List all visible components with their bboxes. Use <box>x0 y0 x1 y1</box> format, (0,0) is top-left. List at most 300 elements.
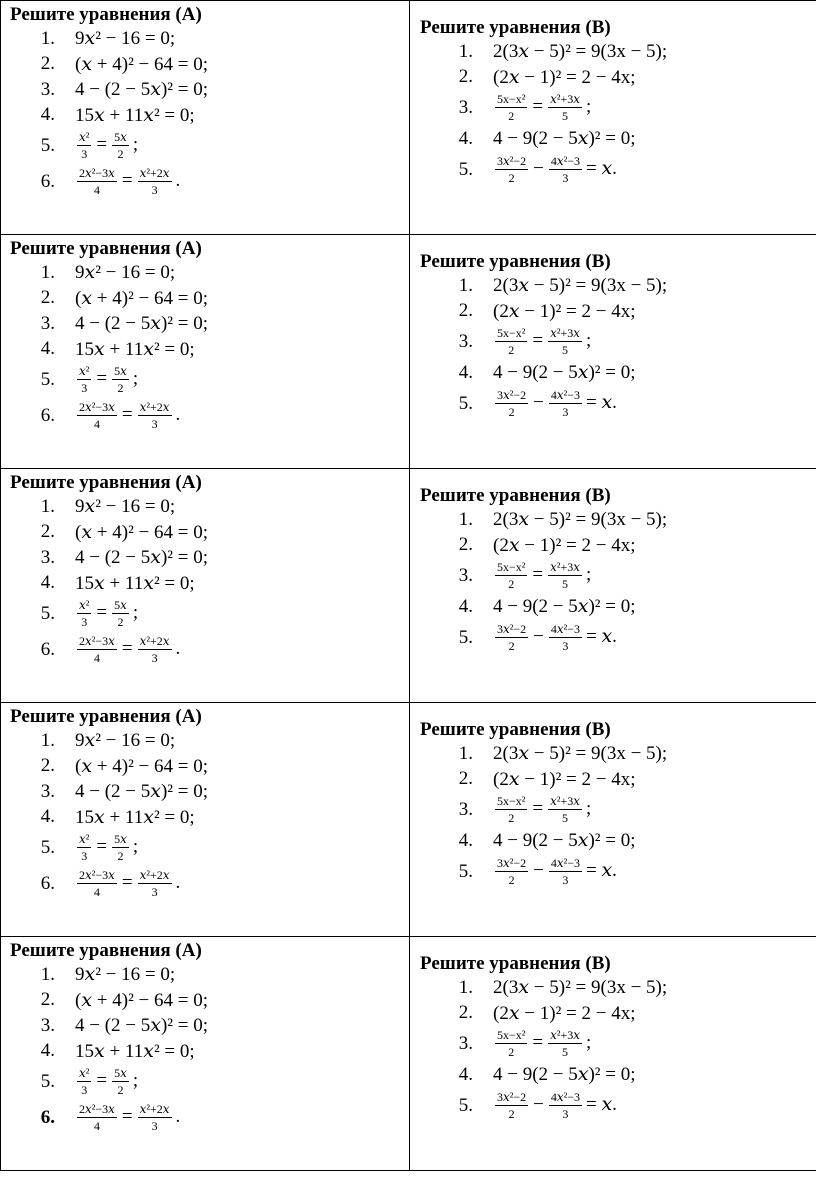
operator: = <box>532 1032 544 1054</box>
denominator: 3 <box>151 1119 158 1133</box>
equation-item <box>1 311 409 337</box>
fraction-equation <box>75 131 138 161</box>
numerator: 𝑥²+3𝑥 <box>550 794 580 808</box>
numerator: 5x−x² <box>497 1028 526 1042</box>
equation-item <box>420 620 816 656</box>
equation-number: 2. <box>40 53 55 75</box>
variant-b-heading: Решите уравнения (В) <box>420 251 611 272</box>
equation-number: 2. <box>458 1002 473 1024</box>
fraction-equation <box>493 93 591 123</box>
operator: − <box>533 1093 544 1115</box>
numerator: 3𝑥²−2 <box>497 621 527 636</box>
equation-list <box>410 39 816 188</box>
equation-text: 4 − 9(2 − 5𝑥)² = 0; <box>493 596 636 618</box>
left-fraction <box>495 389 528 419</box>
numerator: 5x−x² <box>497 560 526 574</box>
left-fraction <box>495 327 527 357</box>
right-fraction <box>549 155 582 185</box>
equation-item <box>1 26 409 52</box>
equation-number: 6. <box>40 873 55 894</box>
equation-item <box>1 866 409 902</box>
equation-item <box>1 494 409 520</box>
denominator: 2 <box>117 615 124 629</box>
equation-item <box>1 754 409 780</box>
fraction-equation <box>75 365 138 395</box>
equation-number: 5. <box>458 392 473 414</box>
operator: = <box>121 638 133 660</box>
right-fraction <box>548 795 582 825</box>
equation-number: 4. <box>40 1040 55 1062</box>
equation-text: 9𝑥² − 16 = 0; <box>75 496 176 518</box>
equation-number: 6. <box>40 639 55 660</box>
numerator: 5𝑥 <box>114 598 127 612</box>
operator: − <box>533 157 544 179</box>
equation-text: 2(3𝑥 − 5)² = 9(3x − 5); <box>493 977 668 999</box>
equation-number: 2. <box>458 300 473 322</box>
equation-number: 2. <box>458 66 473 88</box>
equation-tail: = 𝑥. <box>586 157 617 179</box>
equation-text: 2(3𝑥 − 5)² = 9(3x − 5); <box>493 41 668 63</box>
numerator: 𝑥²+3𝑥 <box>550 560 580 574</box>
right-fraction <box>138 1103 172 1133</box>
worksheet-row <box>1 937 816 1171</box>
equation-item <box>1 632 409 668</box>
equation-item <box>1 1039 409 1065</box>
equation-text: 4 − (2 − 5𝑥)² = 0; <box>75 1015 208 1037</box>
equation-list <box>1 728 409 902</box>
operator: = <box>532 798 544 820</box>
variant-b-cell <box>410 703 816 937</box>
equation-item <box>1 545 409 571</box>
variant-b-cell <box>410 469 816 703</box>
equation-item <box>1 520 409 546</box>
fraction-equation <box>75 401 180 431</box>
equation-number: 5. <box>458 626 473 648</box>
equation-item <box>420 1001 816 1027</box>
equation-tail: . <box>175 638 181 660</box>
operator: − <box>533 859 544 881</box>
fraction-equation <box>75 167 180 197</box>
denominator: 2 <box>508 638 515 653</box>
equation-number: 4. <box>40 104 55 126</box>
equation-list <box>1 962 409 1136</box>
variant-b-cell <box>410 1 816 235</box>
left-fraction <box>495 623 528 653</box>
right-fraction <box>549 623 582 653</box>
equation-item <box>420 975 816 1001</box>
numerator: 5x−x² <box>497 326 526 340</box>
equation-text: 2(3𝑥 − 5)² = 9(3x − 5); <box>493 743 668 765</box>
equation-list <box>410 507 816 656</box>
right-fraction <box>549 389 582 419</box>
denominator: 3 <box>81 381 88 395</box>
numerator: 2𝑥²−3𝑥 <box>79 634 115 648</box>
left-fraction <box>495 561 527 591</box>
equation-item <box>1 962 409 988</box>
equation-list <box>410 273 816 422</box>
equation-item <box>1 779 409 805</box>
left-fraction <box>77 599 91 629</box>
equation-number: 4. <box>458 361 473 383</box>
fraction-equation <box>75 635 180 665</box>
equation-number: 4. <box>458 595 473 617</box>
equation-text: 4 − (2 − 5𝑥)² = 0; <box>75 313 208 335</box>
equation-number: 1. <box>40 27 55 49</box>
denominator: 2 <box>508 404 515 419</box>
denominator: 2 <box>508 1045 515 1059</box>
equation-item <box>420 558 816 594</box>
numerator: 𝑥²+2𝑥 <box>139 868 170 882</box>
numerator: 4𝑥²−3 <box>550 387 580 402</box>
equation-item <box>420 507 816 533</box>
equation-text: 4 − 9(2 − 5𝑥)² = 0; <box>493 830 636 852</box>
equation-number: 5. <box>40 135 55 156</box>
equation-item <box>420 386 816 422</box>
equation-text: 4 − 9(2 − 5𝑥)² = 0; <box>493 128 636 150</box>
equation-number: 2. <box>40 755 55 777</box>
denominator: 4 <box>93 1119 100 1133</box>
variant-a-cell <box>1 703 410 937</box>
numerator: 𝑥² <box>79 364 90 378</box>
operator: = <box>532 96 544 118</box>
denominator: 3 <box>151 651 158 665</box>
equation-item <box>1 1064 409 1100</box>
fraction-equation <box>493 1091 617 1121</box>
equation-item <box>420 767 816 793</box>
right-fraction <box>112 833 129 863</box>
right-fraction <box>138 167 172 197</box>
equation-text: 15𝑥 + 11𝑥² = 0; <box>75 806 195 828</box>
denominator: 4 <box>93 651 100 665</box>
denominator: 2 <box>508 811 515 825</box>
left-fraction <box>77 167 117 197</box>
equation-item <box>420 854 816 890</box>
left-fraction <box>495 795 527 825</box>
equation-text: 9𝑥² − 16 = 0; <box>75 730 176 752</box>
equation-text: 15𝑥 + 11𝑥² = 0; <box>75 338 195 360</box>
equation-number: 3. <box>458 1033 473 1054</box>
equation-tail: ; <box>132 836 139 858</box>
numerator: 5x−x² <box>497 92 526 106</box>
variant-b-cell <box>410 235 816 469</box>
denominator: 2 <box>117 147 124 161</box>
denominator: 5 <box>562 811 569 825</box>
numerator: 𝑥² <box>79 1066 90 1080</box>
variant-a-cell <box>1 1 410 235</box>
right-fraction <box>548 93 582 123</box>
operator: = <box>532 564 544 586</box>
right-fraction <box>112 1067 129 1097</box>
equation-item <box>420 360 816 386</box>
equation-number: 3. <box>40 1014 55 1036</box>
equation-list <box>410 741 816 890</box>
equation-number: 5. <box>40 603 55 624</box>
equation-tail: . <box>175 872 181 894</box>
operator: = <box>96 1070 108 1092</box>
worksheet-row <box>1 469 816 703</box>
equation-text: (𝑥 + 4)² − 64 = 0; <box>75 287 208 309</box>
fraction-equation <box>493 389 617 419</box>
denominator: 2 <box>117 1083 124 1097</box>
equation-tail: ; <box>586 330 592 352</box>
equation-tail: ; <box>586 1032 592 1054</box>
equation-number: 2. <box>40 989 55 1011</box>
operator: − <box>533 625 544 647</box>
numerator: 2𝑥²−3𝑥 <box>79 400 115 414</box>
equation-text: (2𝑥 − 1)² = 2 − 4x; <box>493 300 636 322</box>
operator: = <box>96 134 108 156</box>
numerator: 4𝑥²−3 <box>550 621 580 636</box>
numerator: 𝑥²+2𝑥 <box>139 166 170 180</box>
variant-b-heading: Решите уравнения (В) <box>420 953 611 974</box>
denominator: 2 <box>508 577 515 591</box>
denominator: 2 <box>508 343 515 357</box>
operator: = <box>121 404 133 426</box>
equation-item <box>1 596 409 632</box>
fraction-equation <box>493 155 617 185</box>
equation-text: (𝑥 + 4)² − 64 = 0; <box>75 755 208 777</box>
numerator: 𝑥²+2𝑥 <box>139 1102 170 1116</box>
numerator: 2𝑥²−3𝑥 <box>79 166 115 180</box>
equation-list <box>410 975 816 1124</box>
equation-item <box>1 77 409 103</box>
equation-text: (2𝑥 − 1)² = 2 − 4x; <box>493 1002 636 1024</box>
equation-tail: ; <box>132 368 139 390</box>
equation-item <box>1 830 409 866</box>
denominator: 2 <box>508 109 515 123</box>
equation-item <box>1 571 409 597</box>
equation-item <box>420 299 816 325</box>
equation-item <box>1 362 409 398</box>
left-fraction <box>77 1067 91 1097</box>
operator: = <box>96 368 108 390</box>
equation-number: 1. <box>458 976 473 998</box>
fraction-equation <box>493 623 617 653</box>
left-fraction <box>495 1029 527 1059</box>
equation-text: 15𝑥 + 11𝑥² = 0; <box>75 572 195 594</box>
equation-list <box>1 26 409 200</box>
variant-b-heading: Решите уравнения (В) <box>420 719 611 740</box>
right-fraction <box>549 1091 582 1121</box>
equation-item <box>420 792 816 828</box>
fraction-equation <box>75 1067 138 1097</box>
fraction-equation <box>75 869 180 899</box>
equation-text: 4 − 9(2 − 5𝑥)² = 0; <box>493 362 636 384</box>
variant-a-heading: Решите уравнения (А) <box>10 940 202 961</box>
equation-number: 1. <box>40 729 55 751</box>
equation-item <box>420 90 816 126</box>
equation-item <box>1 128 409 164</box>
numerator: 3𝑥²−2 <box>497 387 527 402</box>
numerator: 5𝑥 <box>114 130 127 144</box>
operator: = <box>96 836 108 858</box>
numerator: 𝑥²+2𝑥 <box>139 400 170 414</box>
denominator: 5 <box>562 109 569 123</box>
denominator: 5 <box>562 343 569 357</box>
equation-number: 3. <box>40 780 55 802</box>
equation-tail: = 𝑥. <box>586 1093 617 1115</box>
left-fraction <box>77 1103 117 1133</box>
equation-item <box>1 103 409 129</box>
variant-b-heading: Решите уравнения (В) <box>420 485 611 506</box>
denominator: 3 <box>562 404 569 419</box>
variant-a-heading: Решите уравнения (А) <box>10 472 202 493</box>
left-fraction <box>495 93 527 123</box>
equation-number: 5. <box>458 1094 473 1116</box>
equation-tail: ; <box>132 134 139 156</box>
equation-item <box>420 533 816 559</box>
operator: = <box>96 602 108 624</box>
equation-text: 2(3𝑥 − 5)² = 9(3x − 5); <box>493 509 668 531</box>
denominator: 3 <box>562 170 569 185</box>
equation-number: 6. <box>40 1107 55 1128</box>
equation-tail: . <box>175 170 181 192</box>
equation-number: 1. <box>40 495 55 517</box>
worksheet-body <box>1 1 816 1171</box>
fraction-equation <box>493 795 591 825</box>
equation-item <box>420 1026 816 1062</box>
numerator: 3𝑥²−2 <box>497 855 527 870</box>
equation-text: 9𝑥² − 16 = 0; <box>75 262 176 284</box>
equation-number: 1. <box>40 261 55 283</box>
fraction-equation <box>493 1029 591 1059</box>
denominator: 2 <box>508 1106 515 1121</box>
denominator: 3 <box>151 885 158 899</box>
numerator: 5x−x² <box>497 794 526 808</box>
numerator: 3𝑥²−2 <box>497 1089 527 1104</box>
denominator: 3 <box>81 147 88 161</box>
equation-number: 1. <box>40 963 55 985</box>
equation-number: 3. <box>458 97 473 118</box>
equation-tail: = 𝑥. <box>586 859 617 881</box>
left-fraction <box>495 1091 528 1121</box>
equation-text: (2𝑥 − 1)² = 2 − 4x; <box>493 66 636 88</box>
denominator: 3 <box>562 638 569 653</box>
numerator: 4𝑥²−3 <box>550 1089 580 1104</box>
denominator: 3 <box>562 1106 569 1121</box>
right-fraction <box>549 857 582 887</box>
denominator: 2 <box>117 849 124 863</box>
numerator: 3𝑥²−2 <box>497 153 527 168</box>
left-fraction <box>77 131 91 161</box>
equation-number: 2. <box>40 287 55 309</box>
equation-tail: ; <box>132 602 139 624</box>
equation-item <box>420 126 816 152</box>
equation-item <box>420 741 816 767</box>
equation-text: 2(3𝑥 − 5)² = 9(3x − 5); <box>493 275 668 297</box>
equation-item <box>1 286 409 312</box>
denominator: 4 <box>93 885 100 899</box>
denominator: 5 <box>562 1045 569 1059</box>
denominator: 3 <box>81 849 88 863</box>
equation-number: 4. <box>40 806 55 828</box>
right-fraction <box>138 401 172 431</box>
equation-item <box>420 39 816 65</box>
denominator: 5 <box>562 577 569 591</box>
denominator: 2 <box>508 872 515 887</box>
left-fraction <box>77 365 91 395</box>
numerator: 𝑥² <box>79 598 90 612</box>
equation-text: 9𝑥² − 16 = 0; <box>75 964 176 986</box>
equation-number: 4. <box>40 572 55 594</box>
numerator: 𝑥² <box>79 130 90 144</box>
worksheet-row <box>1 235 816 469</box>
equation-item <box>1 398 409 434</box>
variant-a-heading: Решите уравнения (А) <box>10 706 202 727</box>
denominator: 3 <box>81 615 88 629</box>
equation-item <box>1 52 409 78</box>
equation-item <box>1 164 409 200</box>
equation-list <box>1 260 409 434</box>
equation-number: 1. <box>458 40 473 62</box>
equation-text: (𝑥 + 4)² − 64 = 0; <box>75 521 208 543</box>
denominator: 3 <box>81 1083 88 1097</box>
right-fraction <box>112 365 129 395</box>
equation-text: 4 − (2 − 5𝑥)² = 0; <box>75 79 208 101</box>
equation-number: 3. <box>458 331 473 352</box>
equation-text: 15𝑥 + 11𝑥² = 0; <box>75 104 195 126</box>
operator: = <box>532 330 544 352</box>
equation-number: 4. <box>458 127 473 149</box>
equation-list <box>1 494 409 668</box>
equation-number: 3. <box>458 565 473 586</box>
fraction-equation <box>493 327 591 357</box>
equation-number: 4. <box>458 1063 473 1085</box>
variant-a-cell <box>1 235 410 469</box>
variant-a-heading: Решите уравнения (А) <box>10 238 202 259</box>
equation-number: 1. <box>458 508 473 530</box>
equation-text: 9𝑥² − 16 = 0; <box>75 28 176 50</box>
equation-text: 4 − 9(2 − 5𝑥)² = 0; <box>493 1064 636 1086</box>
equation-number: 3. <box>40 546 55 568</box>
equation-tail: ; <box>586 564 592 586</box>
equation-tail: = 𝑥. <box>586 625 617 647</box>
equation-item <box>420 65 816 91</box>
denominator: 4 <box>93 183 100 197</box>
equation-number: 5. <box>40 1071 55 1092</box>
denominator: 4 <box>93 417 100 431</box>
left-fraction <box>77 833 91 863</box>
numerator: 𝑥²+3𝑥 <box>550 326 580 340</box>
equation-item <box>420 1088 816 1124</box>
equation-item <box>420 1062 816 1088</box>
right-fraction <box>138 869 172 899</box>
worksheet-row <box>1 703 816 937</box>
left-fraction <box>495 155 528 185</box>
fraction-equation <box>75 599 138 629</box>
variant-b-cell <box>410 937 816 1171</box>
equation-item <box>1 260 409 286</box>
equation-item <box>1 337 409 363</box>
equation-item <box>1 1013 409 1039</box>
numerator: 4𝑥²−3 <box>550 855 580 870</box>
numerator: 2𝑥²−3𝑥 <box>79 1102 115 1116</box>
operator: − <box>533 391 544 413</box>
worksheet-row <box>1 1 816 235</box>
denominator: 3 <box>151 417 158 431</box>
right-fraction <box>548 561 582 591</box>
variant-a-cell <box>1 469 410 703</box>
equation-tail: = 𝑥. <box>586 391 617 413</box>
variant-b-heading: Решите уравнения (В) <box>420 17 611 38</box>
equation-item <box>1 1100 409 1136</box>
equation-number: 4. <box>40 338 55 360</box>
left-fraction <box>77 869 117 899</box>
equation-tail: . <box>175 404 181 426</box>
equation-text: 4 − (2 − 5𝑥)² = 0; <box>75 781 208 803</box>
equation-number: 5. <box>458 158 473 180</box>
equation-tail: ; <box>586 96 592 118</box>
